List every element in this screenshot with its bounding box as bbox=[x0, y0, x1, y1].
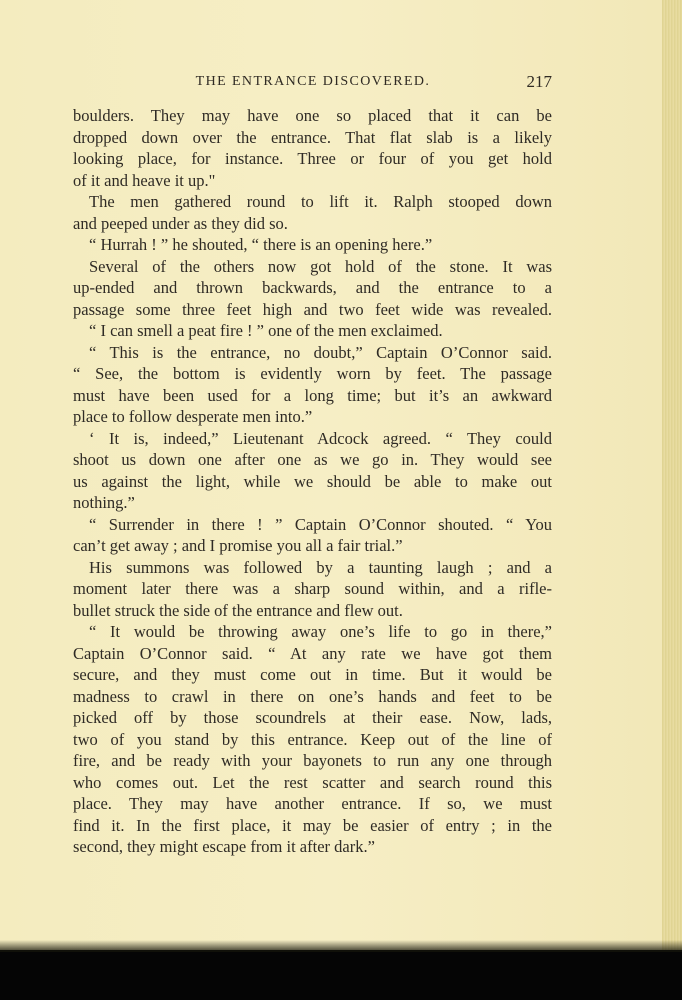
text-line: Several of the others now got hold of the stone. It was bbox=[89, 256, 552, 276]
text-line: “ Hurrah ! ” he shouted, “ there is an opening here.” bbox=[89, 235, 433, 254]
text-line: us against the light, while we should be able to make out bbox=[73, 471, 552, 491]
body-text bbox=[73, 105, 552, 858]
text-line: place. They may have another entrance. If so, we must bbox=[73, 794, 552, 813]
text-line: can’t get away ; and I promise you all a fair trial.” bbox=[73, 536, 403, 555]
text-line: secure, and they must come out in time. But it would be bbox=[73, 665, 552, 684]
text-line: looking place, for instance. Three or four of you get hold bbox=[73, 149, 552, 168]
text-line: second, they might escape from it after dark.” bbox=[73, 837, 375, 856]
text-line: The men gathered round to lift it. Ralph stooped down bbox=[89, 192, 552, 211]
text-line: madness to crawl in there on one’s hands and feet to be bbox=[73, 686, 552, 706]
text-line: of it and heave it up." bbox=[73, 170, 216, 190]
text-line: nothing.” bbox=[73, 493, 135, 512]
text-line: find it. In the first place, it may be easier of entry ; in the bbox=[73, 815, 552, 835]
text-line: “ This is the entrance, no doubt,” Captain O’Connor said. bbox=[89, 342, 552, 362]
text-line: and peeped under as they did so. bbox=[73, 213, 288, 233]
text-line: “ It would be throwing away one’s life to go in there,” bbox=[89, 622, 552, 641]
text-line: place to follow desperate men into.” bbox=[73, 407, 313, 426]
text-line: picked off by those scoundrels at their ease. Now, lads, bbox=[73, 708, 552, 727]
text-line: dropped down over the entrance. That flat slab is a likely bbox=[73, 127, 552, 147]
text-line: Captain O’Connor said. “ At any rate we have got them bbox=[73, 643, 552, 663]
text-line: two of you stand by this entrance. Keep out of the line of bbox=[73, 729, 552, 749]
text-line: fire, and be ready with your bayonets to run any one through bbox=[73, 751, 552, 770]
text-line: up-ended and thrown backwards, and the entrance to a bbox=[73, 278, 552, 297]
page-header bbox=[74, 70, 552, 94]
text-line: moment later there was a sharp sound within, and a rifle- bbox=[73, 579, 552, 598]
text-line: shoot us down one after one as we go in. They would see bbox=[73, 450, 552, 469]
text-line: bullet struck the side of the entrance and flew out. bbox=[73, 600, 403, 620]
text-line: “ See, the bottom is evidently worn by feet. The passage bbox=[73, 364, 552, 383]
text-line: ‘ It is, indeed,” Lieutenant Adcock agreed. “ They could bbox=[89, 428, 552, 448]
text-line: “ Surrender in there ! ” Captain O’Connor shouted. “ You bbox=[89, 514, 552, 534]
bottom-shadow bbox=[0, 950, 682, 1000]
page-number: 217 bbox=[526, 72, 552, 91]
page-edge bbox=[662, 0, 682, 950]
text-line: boulders. They may have one so placed that it can be bbox=[73, 106, 552, 125]
text-line: who comes out. Let the rest scatter and search round this bbox=[73, 772, 552, 792]
text-line: “ I can smell a peat fire ! ” one of the men exclaimed. bbox=[89, 321, 443, 340]
running-title: THE ENTRANCE DISCOVERED. bbox=[195, 74, 431, 89]
text-line: must have been used for a long time; but it’s an awkward bbox=[73, 385, 552, 405]
text-line: passage some three feet high and two feet wide was revealed. bbox=[73, 299, 552, 319]
text-line: His summons was followed by a taunting laugh ; and a bbox=[89, 557, 552, 577]
